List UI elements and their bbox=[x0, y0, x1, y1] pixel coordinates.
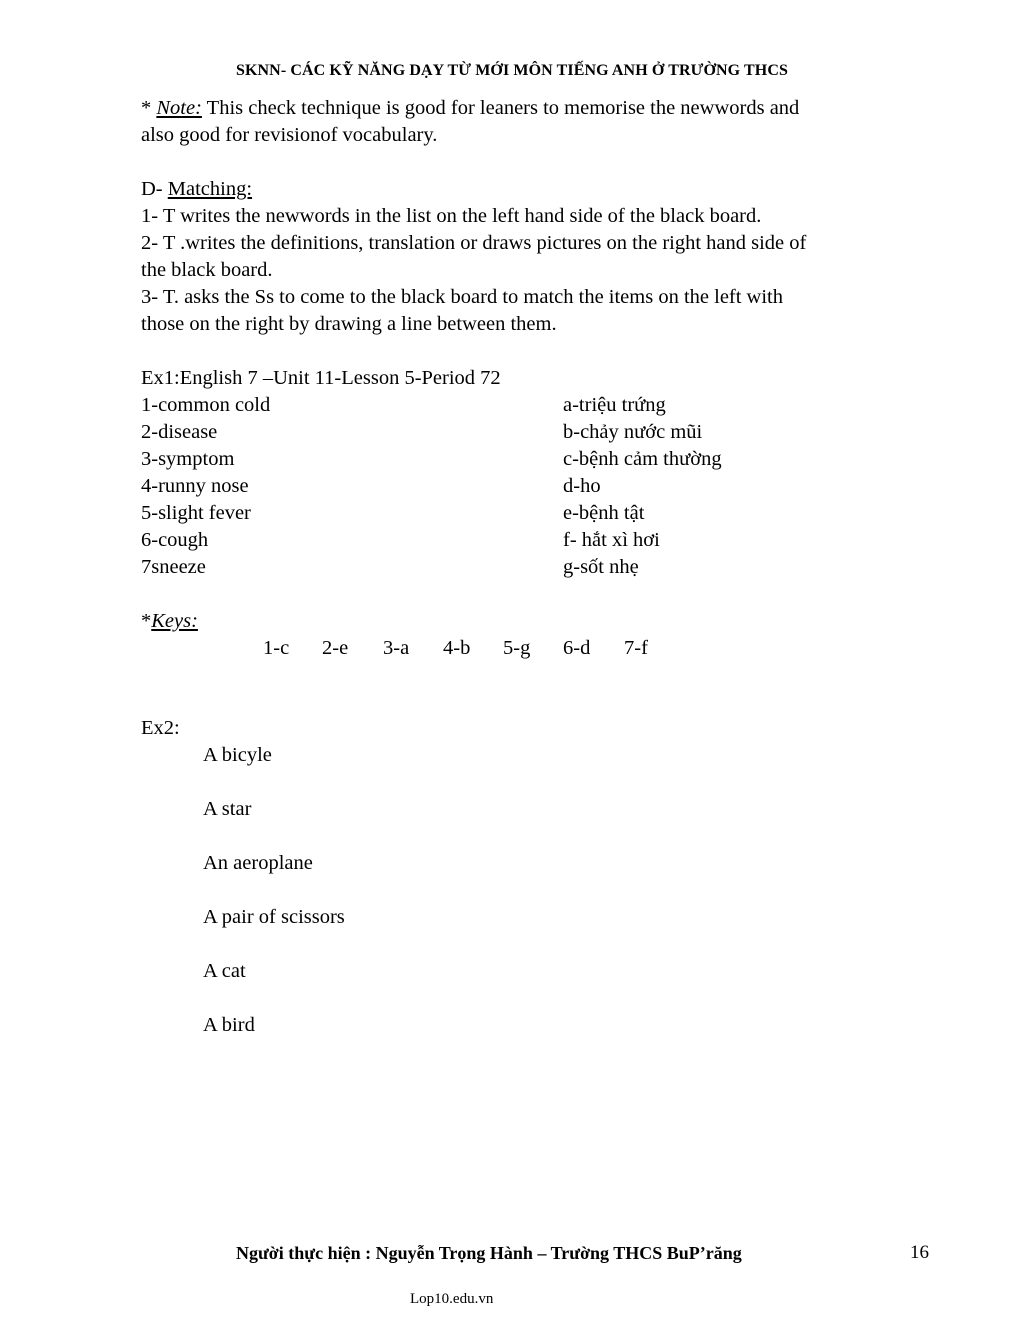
note-prefix: * bbox=[141, 97, 157, 119]
note-text-1: This check technique is good for leaners to memorise the newwords and bbox=[201, 97, 800, 119]
ex2-item: A bicyle bbox=[203, 744, 272, 766]
page-header: SKNN- CÁC KỸ NĂNG DẠY TỪ MỚI MÔN TIẾNG ANH Ở TRƯỜNG THCS bbox=[235, 62, 788, 79]
ex1-right-item: f- hắt xì hơi bbox=[563, 529, 660, 551]
note-line-1 bbox=[141, 95, 799, 122]
ex1-left-item: 5-slight fever bbox=[141, 502, 251, 524]
matching-label: Matching: bbox=[167, 178, 253, 200]
ex2-item: A star bbox=[203, 798, 252, 820]
ex2-item: An aeroplane bbox=[203, 852, 313, 874]
ex2-title: Ex2: bbox=[141, 717, 180, 739]
ex1-left-item: 3-symptom bbox=[141, 448, 235, 470]
ex1-right-item: g-sốt nhẹ bbox=[563, 556, 639, 578]
key-answer: 5-g bbox=[503, 637, 531, 659]
key-answer: 6-d bbox=[563, 637, 591, 659]
ex1-right-item: c-bệnh cảm thường bbox=[563, 448, 722, 470]
ex1-left-item: 7sneeze bbox=[141, 556, 206, 578]
ex1-right-item: b-chảy nước mũi bbox=[563, 421, 703, 443]
note-label: Note: bbox=[156, 97, 202, 119]
matching-step: 1- T writes the newwords in the list on the left hand side of the black board. bbox=[141, 205, 762, 227]
ex1-title: Ex1:English 7 –Unit 11-Lesson 5-Period 72 bbox=[141, 367, 501, 389]
keys-label: Keys: bbox=[151, 610, 198, 632]
keys-prefix: * bbox=[141, 610, 152, 632]
note-line-2: also good for revisionof vocabulary. bbox=[141, 124, 438, 146]
ex1-left-item: 2-disease bbox=[141, 421, 218, 443]
ex1-left-item: 6-cough bbox=[141, 529, 209, 551]
key-answer: 7-f bbox=[624, 637, 648, 659]
ex1-right-item: a-triệu trứng bbox=[563, 394, 666, 416]
matching-step: 2- T .writes the definitions, translation or draws pictures on the right hand side of bbox=[141, 232, 807, 254]
footer-site: Lop10.edu.vn bbox=[410, 1291, 494, 1307]
matching-step: the black board. bbox=[141, 259, 273, 281]
key-answer: 1-c bbox=[263, 637, 290, 659]
ex2-item: A cat bbox=[203, 960, 246, 982]
ex2-item: A bird bbox=[203, 1014, 255, 1036]
matching-prefix: D- bbox=[141, 178, 168, 200]
page-number: 16 bbox=[910, 1242, 929, 1263]
matching-heading bbox=[141, 176, 252, 203]
matching-step: those on the right by drawing a line between them. bbox=[141, 313, 557, 335]
ex2-item: A pair of scissors bbox=[203, 906, 345, 928]
ex1-left-item: 1-common cold bbox=[141, 394, 271, 416]
key-answer: 4-b bbox=[443, 637, 471, 659]
ex1-left-item: 4-runny nose bbox=[141, 475, 249, 497]
ex1-right-item: e-bệnh tật bbox=[563, 502, 645, 524]
key-answer: 2-e bbox=[322, 637, 349, 659]
matching-step: 3- T. asks the Ss to come to the black board to match the items on the left with bbox=[141, 286, 784, 308]
keys-heading bbox=[141, 608, 198, 635]
footer-author: Người thực hiện : Nguyễn Trọng Hành – Trường THCS BuP’răng bbox=[236, 1243, 742, 1263]
ex1-right-item: d-ho bbox=[563, 475, 601, 497]
key-answer: 3-a bbox=[383, 637, 410, 659]
